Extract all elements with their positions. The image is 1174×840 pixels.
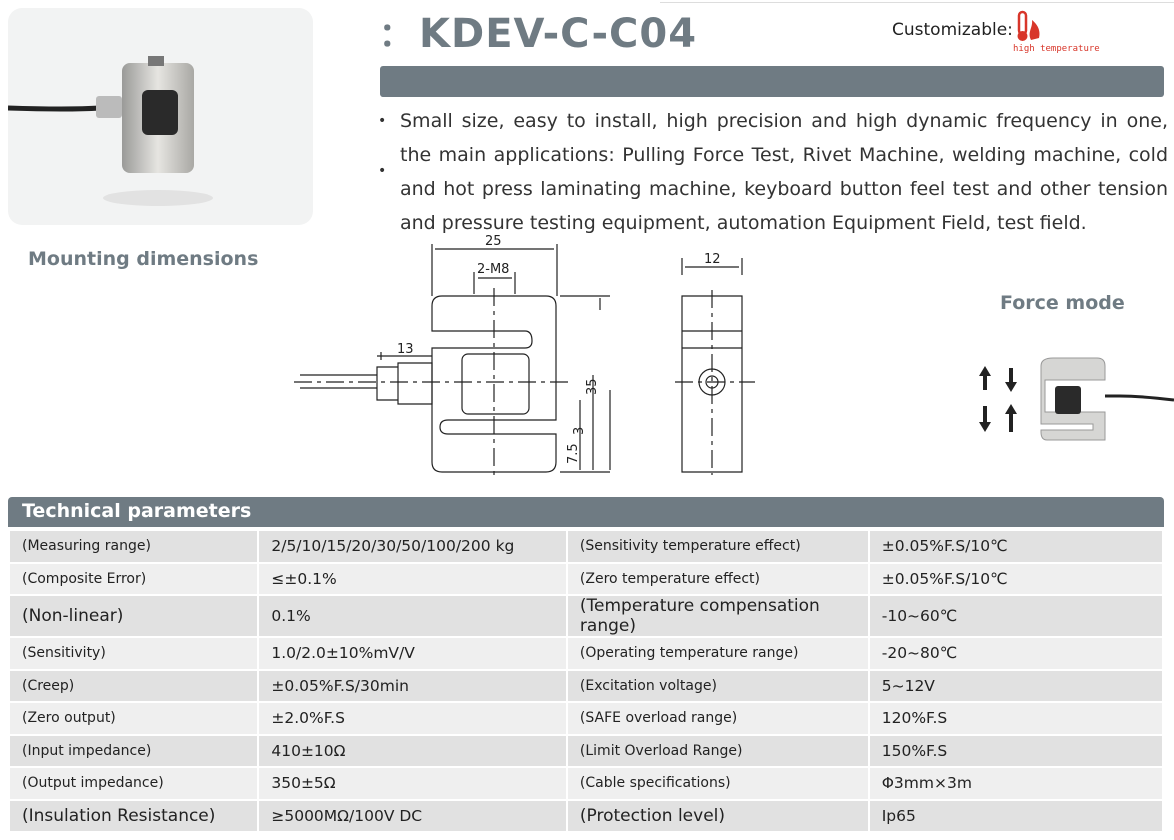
product-photo <box>8 8 313 225</box>
dim-depth: 12 <box>704 252 721 267</box>
table-row <box>10 671 1162 702</box>
mounting-drawing <box>280 230 780 480</box>
table-row <box>10 596 1162 636</box>
param-value: 0.1% <box>259 596 566 636</box>
param-name: (Sensitivity) <box>10 638 257 669</box>
param-name: (Measuring range) <box>10 531 257 562</box>
table-row <box>10 531 1162 562</box>
param-value: ±0.05%F.S/10℃ <box>870 531 1162 562</box>
mounting-dimensions-label: Mounting dimensions <box>28 248 259 270</box>
param-name: (Excitation voltage) <box>568 671 868 702</box>
param-name: (Zero output) <box>10 703 257 734</box>
force-mode-label: Force mode <box>1000 292 1125 314</box>
param-value: ≤±0.1% <box>259 564 566 595</box>
description-text: Small size, easy to install, high precision and high dynamic frequency in one, the main applications: Pulling Force Test, Rivet Machine, welding machine, cold and hot press laminating machine, keyboard button feel test and other tension and pressure testing equipment, automation Equipment Field, test field. <box>400 110 1168 234</box>
param-name: (Non-linear) <box>10 596 257 636</box>
param-value: ≥5000MΩ/100V DC <box>259 801 566 832</box>
param-name: (Cable specifications) <box>568 768 868 799</box>
section-bar <box>380 66 1164 97</box>
dim-cable: 13 <box>397 342 414 357</box>
technical-parameters-table <box>8 529 1164 833</box>
param-value: 120%F.S <box>870 703 1162 734</box>
table-row <box>10 801 1162 832</box>
technical-parameters-header: Technical parameters <box>8 497 1164 527</box>
param-value: 2/5/10/15/20/30/50/100/200 kg <box>259 531 566 562</box>
load-cell-image <box>8 8 313 225</box>
param-name: (Temperature compensation range) <box>568 596 868 636</box>
dim-slot: 3 <box>572 426 587 435</box>
dim-height: 35 <box>585 378 600 395</box>
param-name: (Sensitivity temperature effect) <box>568 531 868 562</box>
param-value: ±2.0%F.S <box>259 703 566 734</box>
table-row <box>10 736 1162 767</box>
bullet-icon: • <box>378 113 387 129</box>
force-mode-diagram <box>975 352 1174 447</box>
table-row <box>10 564 1162 595</box>
customizable-label: Customizable: <box>892 20 1013 40</box>
dim-width: 25 <box>485 234 502 249</box>
param-value: 410±10Ω <box>259 736 566 767</box>
thermometer-flame-icon <box>1015 10 1045 44</box>
table-row <box>10 638 1162 669</box>
product-description <box>378 104 1168 240</box>
bullet-icon: • <box>378 163 387 179</box>
high-temperature-option: high temperature <box>1013 44 1100 54</box>
param-value: -10~60℃ <box>870 596 1162 636</box>
param-name: (Zero temperature effect) <box>568 564 868 595</box>
param-name: (Output impedance) <box>10 768 257 799</box>
dim-bottom: 7.5 <box>566 443 581 464</box>
param-name: (Creep) <box>10 671 257 702</box>
param-value: ±0.05%F.S/30min <box>259 671 566 702</box>
param-name: (Limit Overload Range) <box>568 736 868 767</box>
param-value: Φ3mm×3m <box>870 768 1162 799</box>
param-value: ±0.05%F.S/10℃ <box>870 564 1162 595</box>
table-row <box>10 768 1162 799</box>
table-row <box>10 703 1162 734</box>
dim-thread: 2-M8 <box>477 262 510 277</box>
divider <box>660 2 1174 3</box>
param-value: 1.0/2.0±10%mV/V <box>259 638 566 669</box>
param-value: -20~80℃ <box>870 638 1162 669</box>
param-name: (Input impedance) <box>10 736 257 767</box>
param-name: (SAFE overload range) <box>568 703 868 734</box>
param-name: (Protection level) <box>568 801 868 832</box>
param-value: 5~12V <box>870 671 1162 702</box>
param-name: (Insulation Resistance) <box>10 801 257 832</box>
param-name: (Operating temperature range) <box>568 638 868 669</box>
param-value: 150%F.S <box>870 736 1162 767</box>
product-title: ：KDEV-C-C04 <box>378 11 698 57</box>
param-value: 350±5Ω <box>259 768 566 799</box>
tension-compression-arrows-icon <box>979 366 1017 432</box>
param-name: (Composite Error) <box>10 564 257 595</box>
param-value: Ip65 <box>870 801 1162 832</box>
